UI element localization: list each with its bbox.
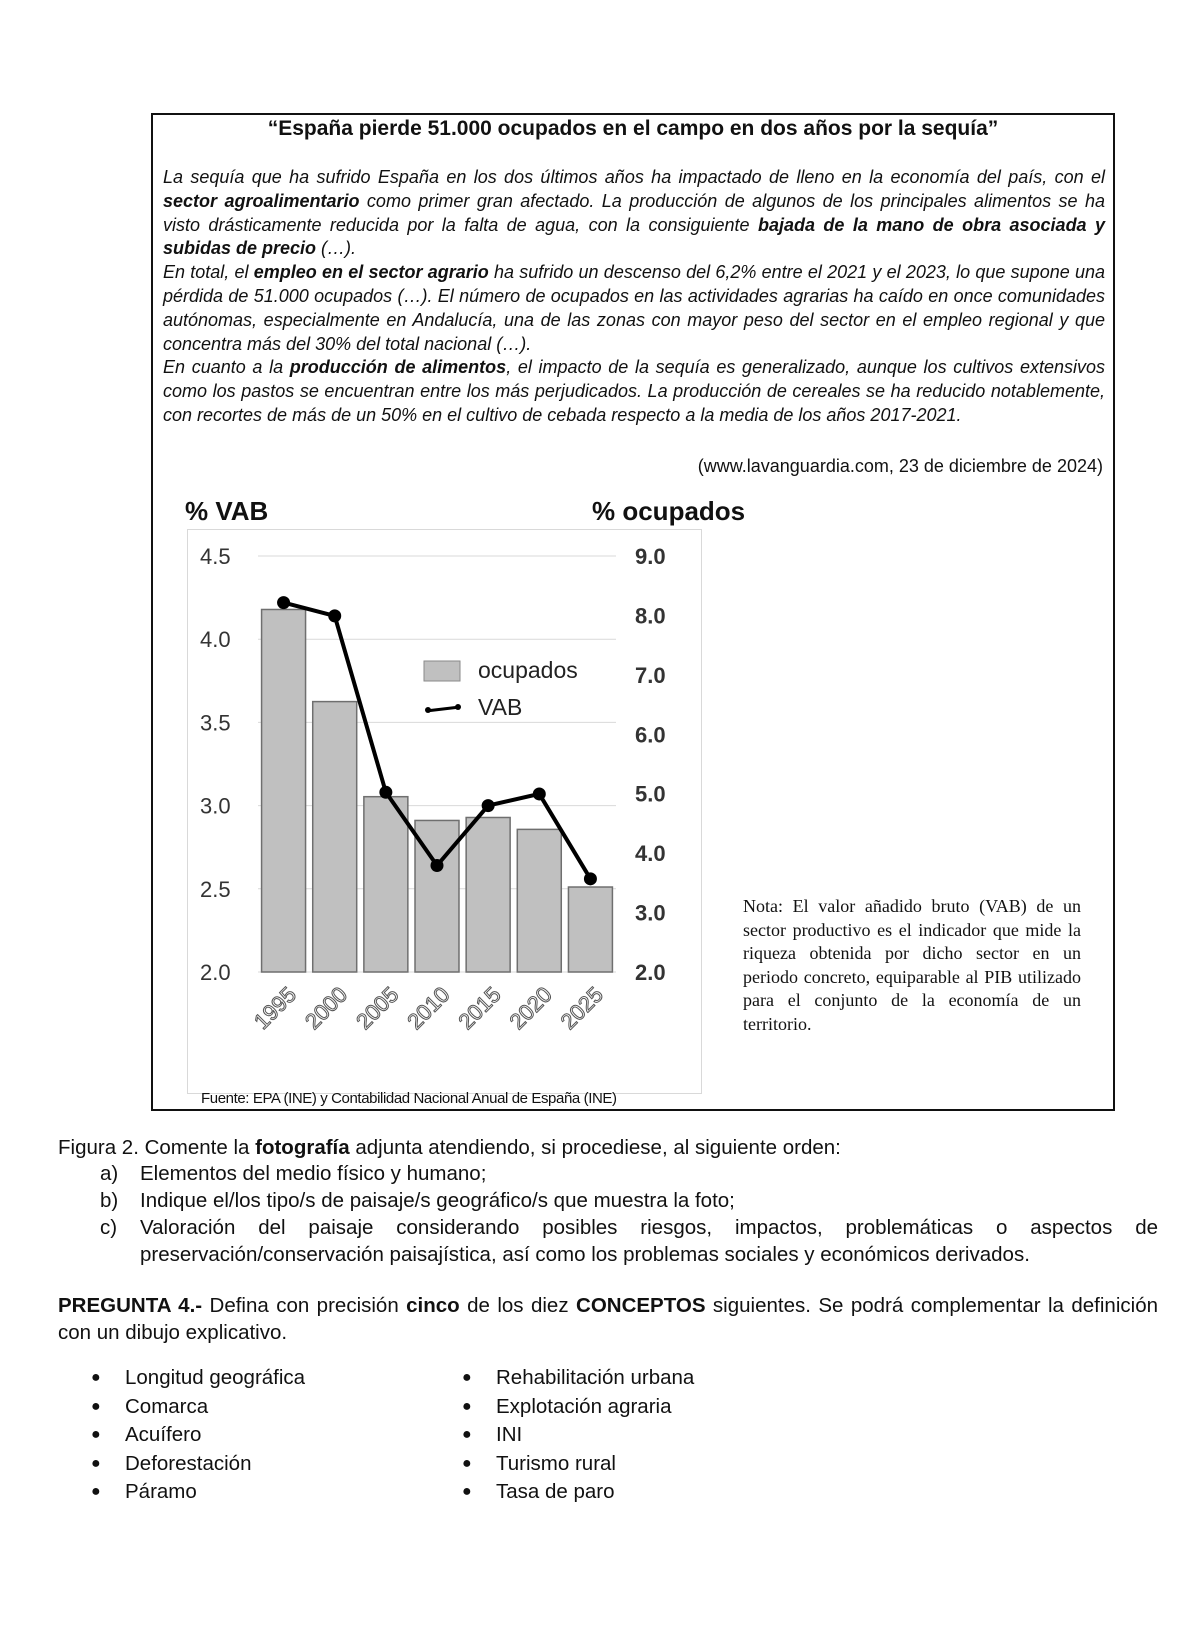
list-item-text: Valoración del paisaje considerando posibles riesgos, impactos, problemáticas o aspectos de preservación/conservación paisajística, así como los problemas sociales y económicos derivados. [140, 1216, 1158, 1266]
concept-label: Páramo [125, 1480, 197, 1503]
left-axis-title: % VAB [185, 496, 269, 526]
concept-item [91, 1364, 305, 1393]
text-run-bold: bajada de la mano de obra asociada y subidas de precio [163, 214, 1106, 259]
concept-item [462, 1421, 694, 1450]
bar [517, 829, 561, 972]
concept-item [91, 1421, 305, 1450]
bullet-icon: ● [462, 1397, 472, 1415]
concept-label: Longitud geográfica [125, 1366, 306, 1389]
right-tick-label: 6.0 [635, 722, 666, 748]
right-tick-label: 5.0 [635, 781, 666, 807]
list-item [100, 1214, 1158, 1268]
list-item-text: Indique el/los tipo/s de paisaje/s geográfico/s que muestra la foto; [140, 1189, 735, 1212]
concept-item [462, 1393, 694, 1422]
x-tick-label: 2015 [453, 981, 506, 1035]
right-tick-label: 2.0 [635, 960, 666, 985]
bar [262, 609, 306, 972]
bullet-icon: ● [91, 1397, 101, 1415]
bar [466, 817, 510, 972]
left-tick-label: 4.0 [200, 627, 231, 653]
text-run: siguientes. Se podrá complementar la definición con un dibujo explicativo. [58, 1294, 1158, 1344]
left-tick-label: 3.5 [200, 710, 231, 736]
text-run: Defina con precisión [202, 1294, 407, 1317]
bullet-icon: ● [462, 1426, 472, 1443]
list-item-text: Elementos del medio físico y humano; [140, 1162, 487, 1185]
article-frame [151, 113, 1115, 1111]
x-tick-label: 2020 [504, 981, 557, 1035]
bar [313, 702, 357, 972]
chart-source: Fuente: EPA (INE) y Contabilidad Nacional Anual de España (INE) [201, 1090, 617, 1107]
article-paragraph [163, 356, 1105, 427]
article-paragraph [163, 166, 1105, 261]
concept-item [462, 1450, 694, 1479]
text-run: ha sufrido un descenso del 6,2% entre el 2021 y el 2023, lo que supone una pérdida de 51.000 ocupados (…). El número de ocupados en las actividades agrarias ha caído en once comunidades autónomas, especialmente en Andalucía, una de las zonas con mayor peso del sector en el empleo regional y que concentra más del 30% del total nacional (…). [163, 262, 1105, 354]
vab-point [584, 872, 597, 885]
vab-point [533, 787, 546, 800]
concept-label: Explotación agraria [496, 1394, 672, 1418]
bullet-icon: ● [91, 1426, 101, 1443]
concepts-list-right [462, 1364, 694, 1507]
concept-label: Acuífero [125, 1423, 202, 1446]
text-run: En total, el [163, 262, 254, 283]
left-tick-label: 2.5 [200, 876, 231, 902]
legend-swatch-ocupados [424, 661, 460, 681]
legend-label-vab: VAB [478, 694, 523, 720]
bullet-icon: ● [91, 1483, 101, 1500]
article-body [163, 166, 1105, 428]
list-item [100, 1160, 1158, 1187]
x-tick-label: 2010 [402, 981, 455, 1035]
text-run: (…). [316, 238, 357, 259]
vab-point [328, 609, 341, 622]
concept-label: Comarca [125, 1394, 209, 1418]
question-label: PREGUNTA 4.- [58, 1294, 203, 1317]
concept-label: Deforestación [125, 1451, 252, 1475]
vab-point [482, 799, 495, 812]
pregunta-4 [58, 1292, 1158, 1346]
right-tick-label: 3.0 [635, 900, 666, 926]
bullet-icon: ● [462, 1483, 472, 1500]
list-item [100, 1187, 1158, 1214]
right-tick-label: 8.0 [635, 603, 666, 629]
bullet-icon: ● [462, 1454, 472, 1472]
legend-label-ocupados: ocupados [478, 657, 578, 683]
figure-question-list [100, 1160, 1158, 1268]
bar [364, 797, 408, 972]
text-run-bold: producción de alimentos [289, 357, 507, 378]
list-marker: c) [100, 1216, 118, 1239]
legend-swatch-vab-point [425, 707, 431, 713]
concept-label: Turismo rural [496, 1451, 616, 1475]
concept-item [91, 1478, 305, 1507]
vab-point [431, 859, 444, 872]
bullet-icon: ● [462, 1369, 472, 1386]
bar [568, 887, 612, 972]
vab-point [277, 596, 290, 609]
text-run: Figura 2. Comente la [58, 1136, 256, 1159]
text-run: La sequía que ha sufrido España en los dos últimos años ha impactado de lleno en la economía del país, con el [163, 167, 1105, 187]
list-marker: a) [100, 1162, 119, 1185]
x-tick-label: 2000 [299, 981, 353, 1035]
concept-item [462, 1478, 694, 1507]
article-source: (www.lavanguardia.com, 23 de diciembre de 2024) [697, 456, 1103, 476]
bullet-icon: ● [91, 1454, 101, 1472]
concept-item [91, 1393, 305, 1422]
figure-question-intro [58, 1134, 1158, 1161]
x-tick-label: 2025 [555, 981, 608, 1035]
text-run-bold: CONCEPTOS [576, 1294, 706, 1317]
left-tick-label: 2.0 [200, 960, 231, 985]
concept-item [462, 1364, 694, 1393]
text-run: de los diez [459, 1294, 577, 1317]
combo-chart [188, 530, 703, 1095]
concept-label: Tasa de paro [496, 1480, 615, 1503]
text-run-bold: cinco [406, 1294, 460, 1317]
concept-label: Rehabilitación urbana [496, 1366, 695, 1389]
legend-swatch-vab-point [455, 704, 461, 710]
list-marker: b) [100, 1189, 119, 1212]
chart-panel [187, 529, 702, 1094]
x-tick-label: 2005 [351, 981, 404, 1035]
text-run: adjunta atendiendo, si procediese, al siguiente orden: [349, 1136, 841, 1159]
text-run: En cuanto a la [163, 357, 290, 378]
right-tick-label: 4.0 [635, 841, 666, 867]
x-tick-label: 1995 [248, 981, 302, 1035]
right-axis-title: % ocupados [592, 496, 746, 526]
chart-note: Nota: El valor añadido bruto (VAB) de un sector productivo es el indicador que mide la riqueza obtenida por dicho sector en un periodo concreto, equiparable al PIB utilizado para el conjunto de la economía de un territorio. [743, 896, 1081, 1034]
vab-point [379, 786, 392, 799]
right-tick-label: 7.0 [635, 662, 666, 688]
right-tick-label: 9.0 [635, 544, 666, 569]
left-tick-label: 3.0 [200, 793, 231, 819]
text-run-bold: empleo en el sector agrario [253, 262, 489, 283]
concepts-list-left [91, 1364, 305, 1507]
text-run-bold: sector agroalimentario [163, 190, 360, 211]
article-paragraph [163, 261, 1105, 356]
legend-swatch-vab [426, 707, 460, 711]
concept-label: INI [496, 1423, 523, 1446]
text-run: como primer gran afectado. La producción de algunos de los principales alimentos se ha visto drásticamente reducida por la falta de agua, con la consiguiente [163, 190, 1105, 235]
bullet-icon: ● [91, 1369, 101, 1386]
text-run-bold: fotografía [255, 1136, 350, 1159]
concept-item [91, 1450, 305, 1479]
text-run: , el impacto de la sequía es generalizado, aunque los cultivos extensivos como los pastos se encuentran entre los más perjudicados. La producción de cereales se ha reducido notablemente, con recortes de más de un 50% en el cultivo de cebada respecto a la media de los años 2017-2021. [163, 357, 1105, 425]
left-tick-label: 4.5 [200, 544, 231, 569]
article-headline: “España pierde 51.000 ocupados en el campo en dos años por la sequía” [267, 117, 999, 140]
